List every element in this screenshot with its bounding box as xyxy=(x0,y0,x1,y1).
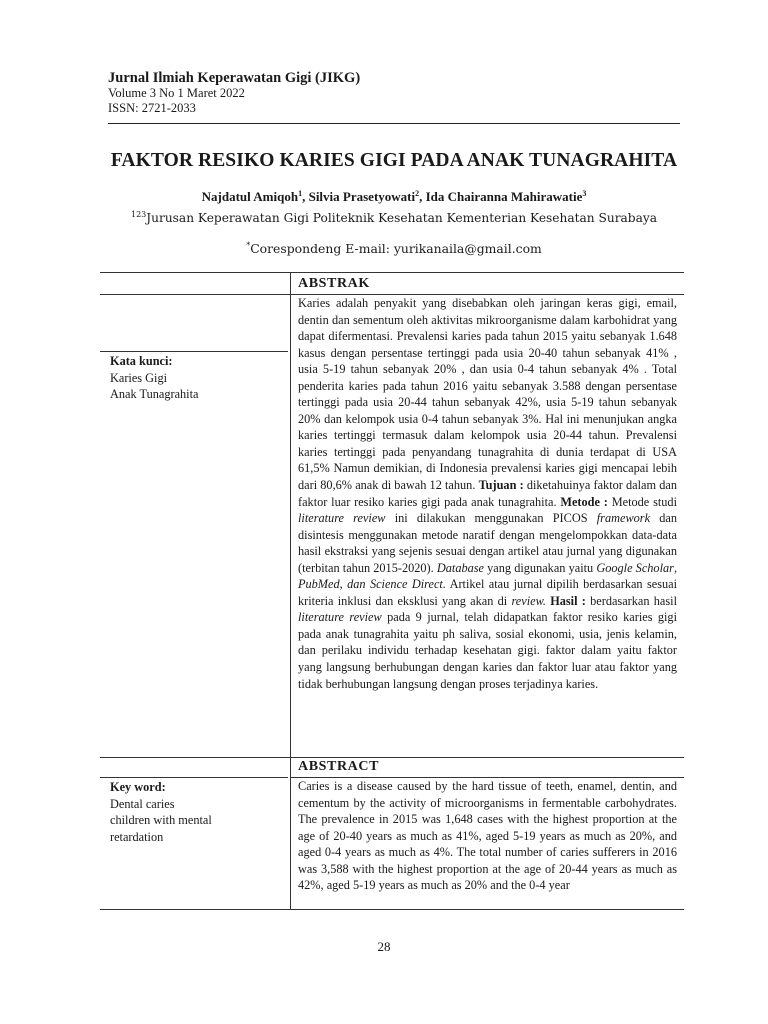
abstrak-text: pada 9 jurnal, telah didapatkan faktor resiko karies gigi pada anak tunagrahita yaitu ph saliva, sosial ekonomi, usia, jenis kelamin, dan perilaku individu terhadap kesehatan gigi. faktor dalam yaitu faktor yang langsung berhubungan dengan karies dan faktor luar atau faktor yang tidak berhubungan langsung dengan proses terjadinya karies. xyxy=(298,610,677,691)
table-top-rule xyxy=(100,272,684,273)
author-separator: , xyxy=(302,189,309,204)
abstrak-heading: ABSTRAK xyxy=(298,276,370,291)
journal-name: Jurnal Ilmiah Keperawatan Gigi (JIKG) xyxy=(108,70,361,86)
correspondence-mark: * xyxy=(246,241,251,250)
keywords-en xyxy=(110,779,212,845)
abstrak-italic: Database xyxy=(436,560,485,575)
abstrak-italic: framework xyxy=(596,511,651,526)
abstract-body: Caries is a disease caused by the hard tissue of teeth, enamel, dentin, and cementum by the activity of microorganisms in fermentable carbohydrates. The prevalence in 2015 was 1,648 cases with the highest proportion at the age of 20-40 years as much as 41%, aged 5-19 years as much as 20%, and aged 0-4 years as much as 4%. The total number of caries sufferers in 2016 was 3,588 with the highest proportion at the age of 20-44 years as much as 42%, aged 5-19 years as much as 20% and the 0-4 year xyxy=(298,779,677,893)
keywords-label: Key word: xyxy=(110,780,166,794)
abstrak-body xyxy=(298,295,677,692)
hasil-label: Hasil : xyxy=(550,593,586,608)
affiliation-text: Jurusan Keperawatan Gigi Politeknik Kesehatan Kementerian Kesehatan Surabaya xyxy=(146,211,658,225)
author-name: Najdatul Amiqoh xyxy=(201,189,299,204)
journal-volume: Volume 3 No 1 Maret 2022 xyxy=(108,86,245,100)
section-divider xyxy=(100,757,684,758)
keyword-divider-en xyxy=(100,777,288,778)
abstract-heading: ABSTRACT xyxy=(298,759,380,774)
author-list xyxy=(60,189,728,205)
keyword-item: Karies Gigi xyxy=(110,370,168,385)
affiliation xyxy=(60,211,728,225)
author-affiliation-mark: 1 xyxy=(298,189,303,198)
column-divider xyxy=(290,272,291,909)
abstrak-text: diketahuinya faktor dalam dan faktor luar resiko karies gigi pada anak tunagrahita. xyxy=(298,478,677,509)
abstrak-text: dan disintesis menggunakan metode naratif dengan mengelompokkan data-data hasil ekstraksi yang sejenis sesuai dengan artikel atau jurnal yang digunakan (terbitan tahun 2015-2020). xyxy=(298,511,678,575)
abstrak-text: Artikel atau jurnal dipilih berdasarkan sesuai kriteria inklusi dan eksklusi yang akan di xyxy=(298,577,677,608)
table-bottom-rule xyxy=(100,909,684,910)
author-name: Silvia Prasetyowati xyxy=(308,189,416,204)
abstrak-text: yang digunakan yaitu xyxy=(484,560,597,575)
keyword-divider xyxy=(100,351,288,352)
metode-label: Metode : xyxy=(560,494,608,509)
keywords-label: Kata kunci: xyxy=(110,354,173,368)
abstrak-text: Karies adalah penyakit yang disebabkan oleh jaringan keras gigi, email, dentin dan sementum oleh aktivitas mikroorganisme dalam karbohidrat yang dapat difermentasi. Prevalensi karies pada tahun 2015 yaitu sebanyak 1.648 kasus dengan persentase tertinggi pada usia 20-40 tahun sebanyak 41% , usia 5-19 tahun sebanyak 20% , dan usia 0-4 tahun sebanyak 4% . Total penderita karies pada tahun 2016 yaitu sebanyak 3.588 dengan persentase tertinggi pada usia 20-44 tahun sebanyak 42%, usia 5-19 tahun sebanyak 20% dan kelompok usia 0-4 tahun sebanyak 3%. Hal ini menunjukan angka karies tertinggi termasuk dalam kelompok usia 20-44 tahun. Prevalensi karies tertinggi pada penyandang tunagrahita di dunia terdapat di USA 61,5% Namun demikian, di Indonesia prevalensi karies gigi mencapai lebih dari 80,6% anak di bawah 12 tahun. xyxy=(298,296,677,493)
keywords-id xyxy=(110,353,198,403)
tujuan-label: Tujuan : xyxy=(478,478,524,493)
abstrak-italic: PubMed xyxy=(298,577,340,592)
page-number: 28 xyxy=(377,939,391,954)
article-title: FAKTOR RESIKO KARIES GIGI PADA ANAK TUNAGRAHITA xyxy=(110,150,678,171)
author-affiliation-mark: 2 xyxy=(415,189,420,198)
abstrak-text: berdasarkan hasil xyxy=(585,593,677,608)
abstrak-italic: literature review xyxy=(298,610,382,625)
abstrak-text: Metode studi xyxy=(607,494,677,509)
abstrak-italic: dan Science Direct. xyxy=(347,577,446,592)
author-separator: , xyxy=(419,189,426,204)
correspondence-label: Corespondeng E-mail xyxy=(250,241,386,256)
journal-header xyxy=(108,70,360,116)
keyword-item: Anak Tunagrahita xyxy=(110,387,199,401)
correspondence xyxy=(60,241,728,256)
abstrak-text: , xyxy=(673,560,678,575)
abstrak-text: ini dilakukan menggunakan PICOS xyxy=(385,511,597,526)
keyword-item: retardation xyxy=(110,829,164,844)
abstrak-italic: literature review xyxy=(298,511,386,526)
abstrak-italic: review. xyxy=(511,593,546,608)
abstrak-italic: Google Scholar xyxy=(596,560,674,575)
journal-issn: ISSN: 2721-2033 xyxy=(108,101,196,115)
author-affiliation-mark: 3 xyxy=(582,189,587,198)
header-divider xyxy=(108,123,680,124)
keyword-item: Dental caries xyxy=(110,796,175,811)
affiliation-mark: 123 xyxy=(130,210,147,219)
keyword-item: children with mental xyxy=(110,813,212,827)
abstrak-text: , xyxy=(339,577,348,592)
author-name: Ida Chairanna Mahirawatie xyxy=(425,189,583,204)
correspondence-email: : yurikanaila@gmail.com xyxy=(385,241,542,256)
